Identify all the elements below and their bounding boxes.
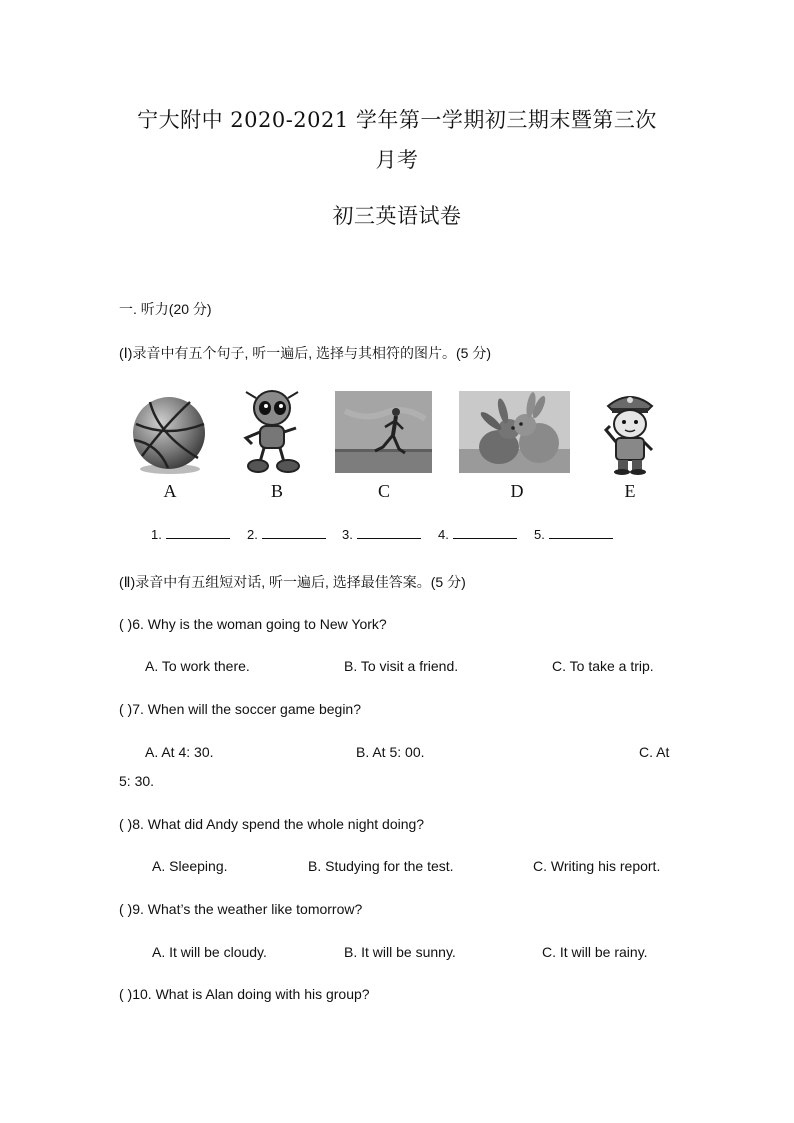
question-7-option-c-continuation: 5: 30. (119, 773, 155, 789)
question-7-option-a[interactable]: A. At 4: 30. (145, 744, 214, 760)
police-cartoon-icon (598, 388, 662, 476)
answer-blank-3[interactable]: 3. (342, 526, 421, 542)
part1-instruction: (Ⅰ)录音中有五个句子, 听一遍后, 选择与其相符的图片。(5 分) (119, 345, 492, 361)
answer-blank-4[interactable]: 4. (438, 526, 517, 542)
blank-line[interactable] (166, 526, 230, 539)
question-9-option-c[interactable]: C. It will be rainy. (542, 944, 648, 960)
question-8-option-a[interactable]: A. Sleeping. (152, 858, 228, 874)
question-6-option-c[interactable]: C. To take a trip. (552, 658, 654, 674)
rabbits-photo (459, 391, 570, 473)
runner-photo (335, 391, 432, 473)
answer-blank-2[interactable]: 2. (247, 526, 326, 542)
picture-label-d: D (510, 481, 524, 501)
question-8-option-b[interactable]: B. Studying for the test. (308, 858, 454, 874)
answer-blank-5[interactable]: 5. (534, 526, 613, 542)
picture-label-c: C (377, 481, 390, 501)
question-6-option-a[interactable]: A. To work there. (145, 658, 250, 674)
question-8-stem: ( )8. What did Andy spend the whole night doing? (119, 816, 425, 832)
question-6-stem: ( )6. Why is the woman going to New York? (119, 616, 387, 632)
alien-cartoon-icon (238, 388, 308, 476)
blank-line[interactable] (357, 526, 421, 539)
blank-line[interactable] (549, 526, 613, 539)
exam-title-line2: 月考 (375, 148, 419, 172)
picture-label-a: A (163, 481, 177, 501)
question-7-stem: ( )7. When will the soccer game begin? (119, 701, 361, 717)
question-10-stem: ( )10. What is Alan doing with his group? (119, 986, 370, 1002)
blank-line[interactable] (262, 526, 326, 539)
question-8-option-c[interactable]: C. Writing his report. (533, 858, 661, 874)
exam-title-line1: 宁大附中 2020-2021 学年第一学期初三期末暨第三次 (137, 108, 657, 132)
question-6-option-b[interactable]: B. To visit a friend. (344, 658, 459, 674)
basketball-icon (128, 394, 210, 476)
part2-instruction: (Ⅱ)录音中有五组短对话, 听一遍后, 选择最佳答案。(5 分) (119, 574, 466, 590)
question-7-option-c[interactable]: C. At (639, 744, 670, 760)
question-9-option-a[interactable]: A. It will be cloudy. (152, 944, 267, 960)
picture-label-e: E (624, 481, 636, 501)
section-heading: 一. 听力(20 分) (119, 301, 212, 317)
question-7-option-b[interactable]: B. At 5: 00. (356, 744, 425, 760)
exam-subtitle: 初三英语试卷 (332, 204, 462, 228)
blank-line[interactable] (453, 526, 517, 539)
question-9-stem: ( )9. What’s the weather like tomorrow? (119, 901, 363, 917)
picture-label-b: B (270, 481, 283, 501)
answer-blank-1[interactable]: 1. (151, 526, 230, 542)
question-9-option-b[interactable]: B. It will be sunny. (344, 944, 456, 960)
